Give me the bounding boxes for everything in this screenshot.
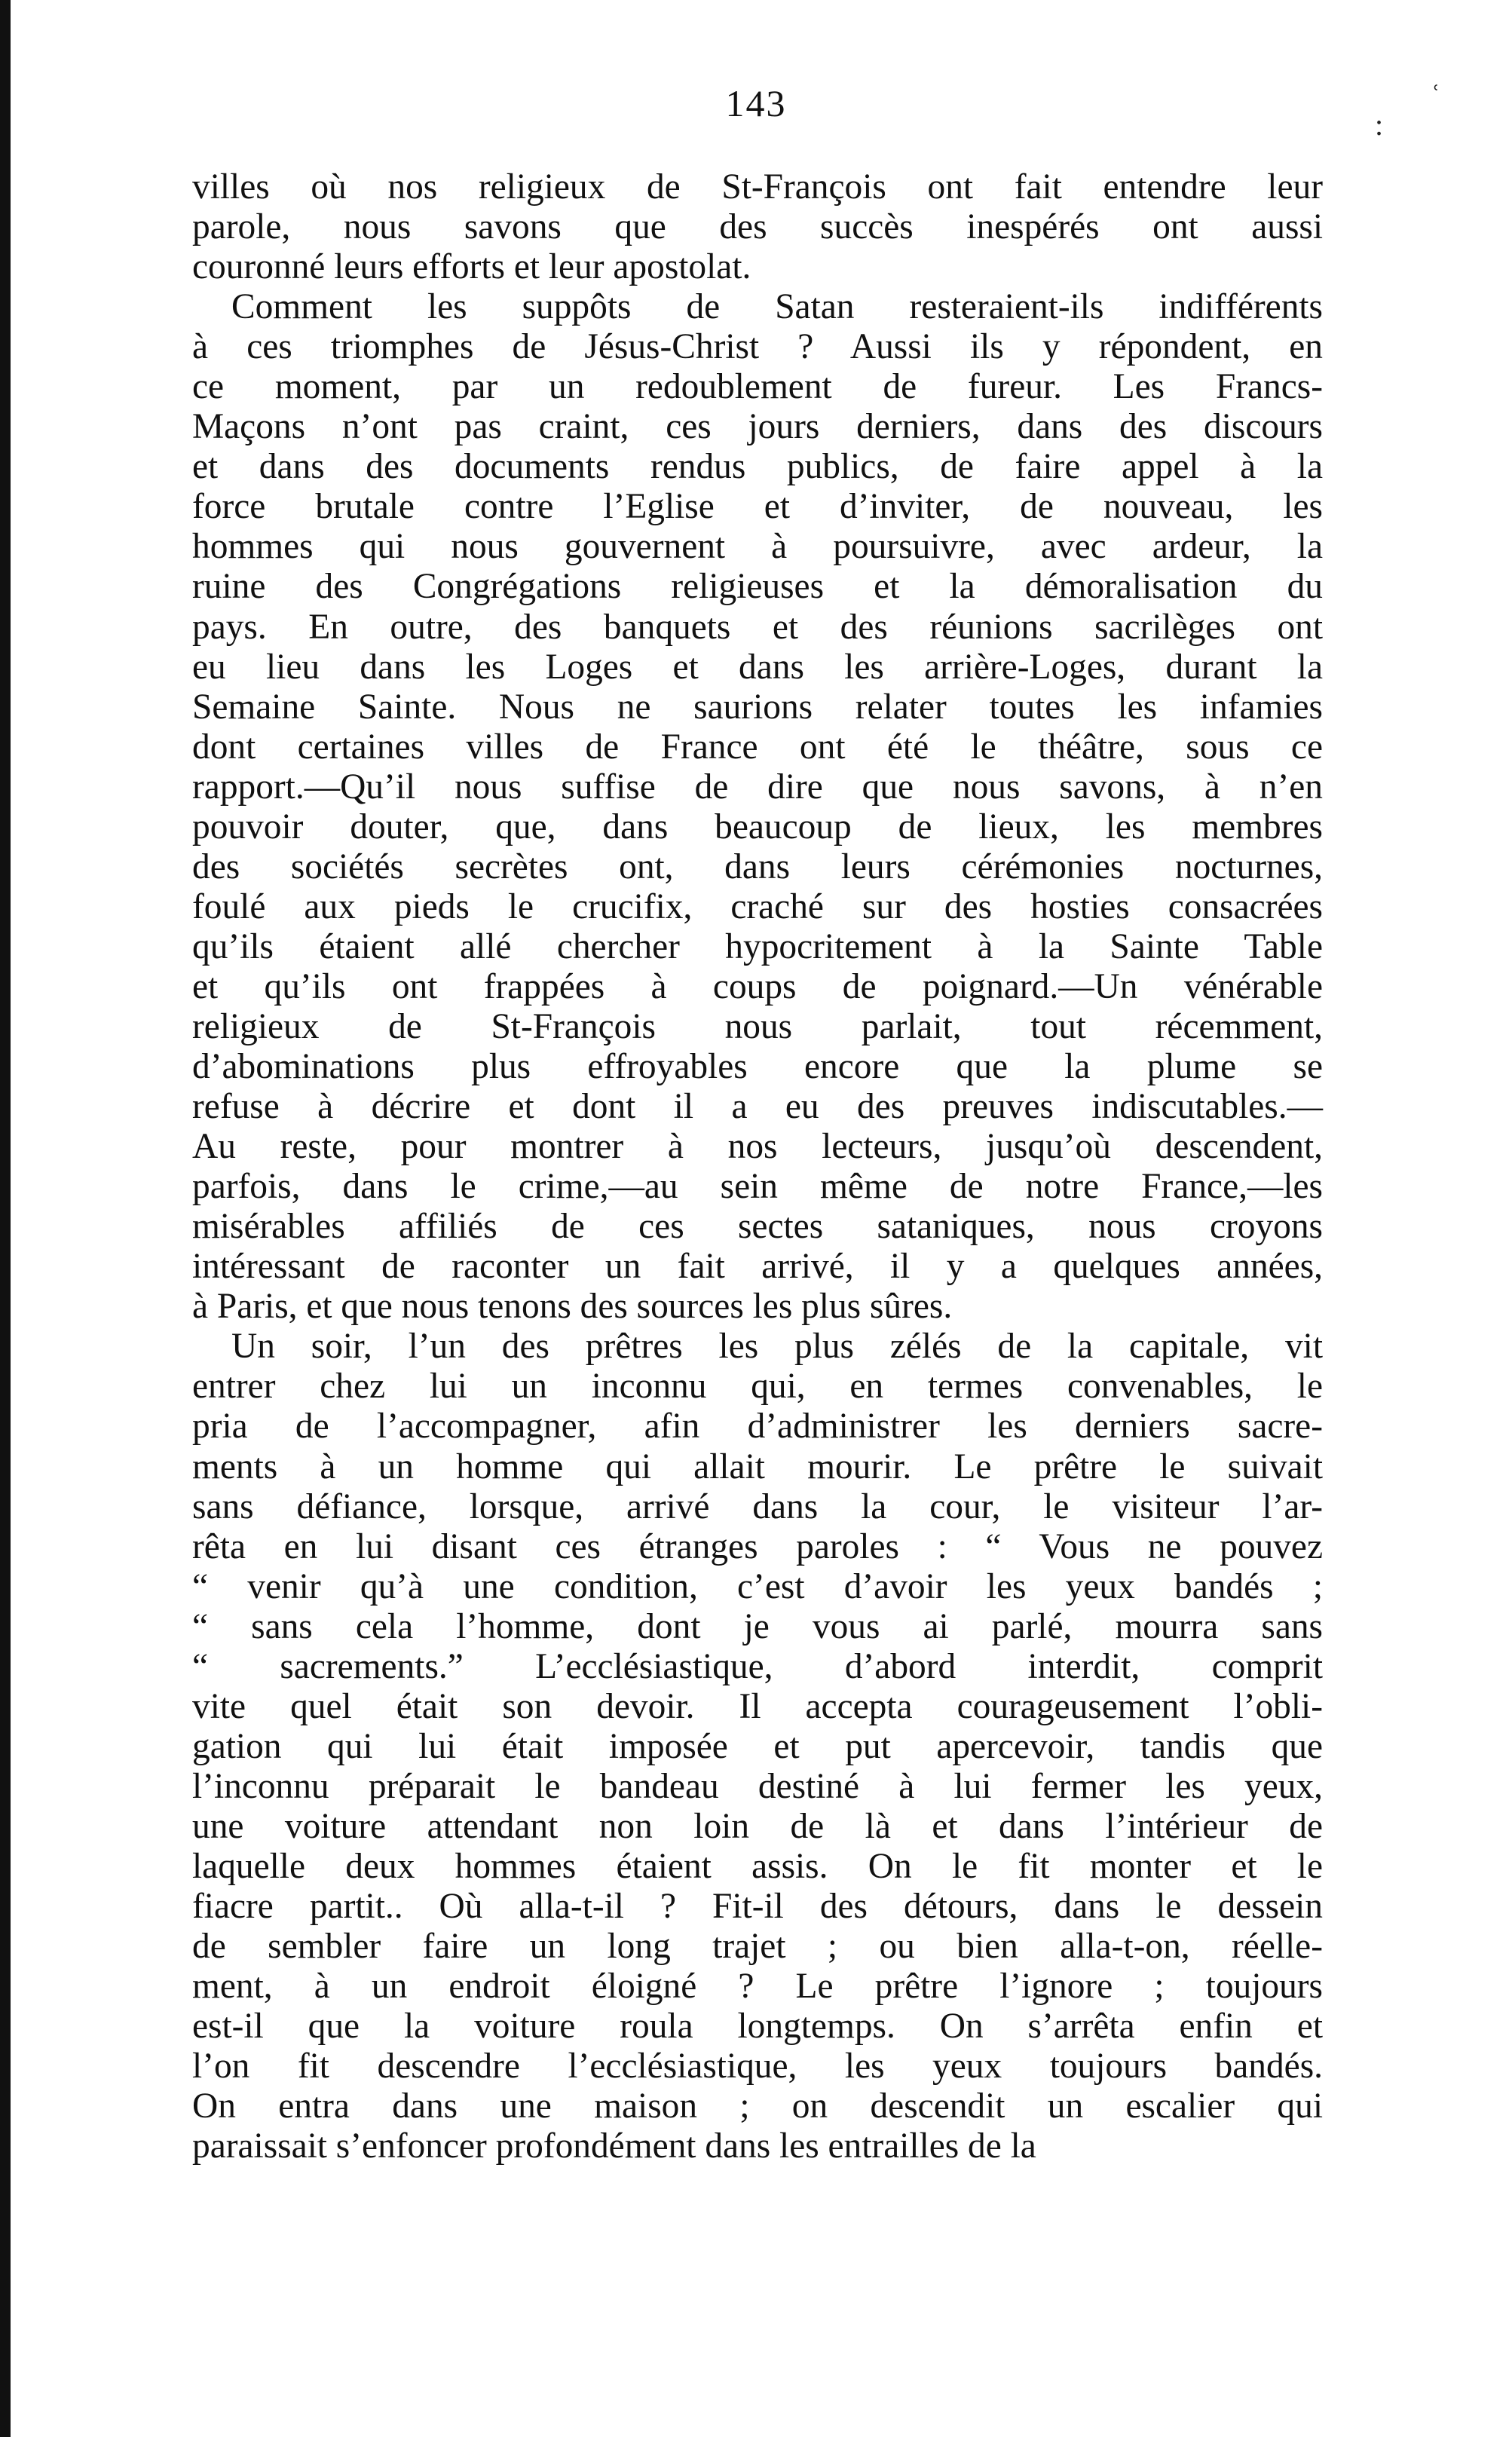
text-line: Un soir, l’un des prêtres les plus zélés de la capitale, vit — [231, 1327, 1323, 1367]
text-line: de sembler faire un long trajet ; ou bien alla-t-on, réelle- — [192, 1927, 1323, 1967]
body-text — [192, 167, 1323, 2166]
text-line: à ces triomphes de Jésus-Christ ? Aussi ils y répondent, en — [192, 327, 1323, 367]
text-line: pouvoir douter, que, dans beaucoup de lieux, les membres — [192, 807, 1323, 847]
text-line: pria de l’accompagner, afin d’administrer les derniers sacre- — [192, 1407, 1323, 1447]
text-line: et qu’ils ont frappées à coups de poignard.—Un vénérable — [192, 966, 1323, 1006]
text-line: parole, nous savons que des succès inespérés ont aussi — [192, 207, 1323, 247]
stray-mark-top-right: ʿ — [1431, 79, 1441, 113]
text-line: rapport.—Qu’il nous suffise de dire que nous savons, à n’en — [192, 767, 1323, 807]
scan-edge — [0, 0, 11, 2437]
stray-mark-colon: : — [1375, 108, 1384, 142]
text-line: Au reste, pour montrer à nos lecteurs, jusqu’où descendent, — [192, 1127, 1323, 1167]
text-line: misérables affiliés de ces sectes sataniques, nous croyons — [192, 1207, 1323, 1247]
text-line: “ sans cela l’homme, dont je vous ai parlé, mourra sans — [192, 1606, 1323, 1646]
text-line: laquelle deux hommes étaient assis. On le fit monter et le — [192, 1846, 1323, 1886]
text-line: est-il que la voiture roula longtemps. On s’arrêta enfin et — [192, 2007, 1323, 2047]
text-line: des sociétés secrètes ont, dans leurs cérémonies nocturnes, — [192, 847, 1323, 886]
text-line: rêta en lui disant ces étranges paroles : “ Vous ne pouvez — [192, 1526, 1323, 1566]
page-number: 143 — [725, 82, 787, 124]
text-line: Semaine Sainte. Nous ne saurions relater toutes les infamies — [192, 687, 1323, 727]
text-line: On entra dans une maison ; on descendit un escalier qui — [192, 2086, 1323, 2126]
text-line: entrer chez lui un inconnu qui, en termes convenables, le — [192, 1367, 1323, 1407]
text-line: “ venir qu’à une condition, c’est d’avoir les yeux bandés ; — [192, 1566, 1323, 1606]
text-line: dont certaines villes de France ont été le théâtre, sous ce — [192, 727, 1323, 767]
text-line: ments à un homme qui allait mourir. Le prêtre le suivait — [192, 1447, 1323, 1486]
text-line: Maçons n’ont pas craint, ces jours derniers, dans des discours — [192, 407, 1323, 447]
text-line: paraissait s’enfoncer profondément dans les entrailles de la — [192, 2126, 1036, 2166]
text-line: force brutale contre l’Eglise et d’inviter, de nouveau, les — [192, 487, 1323, 527]
text-line: ce moment, par un redoublement de fureur. Les Francs- — [192, 367, 1323, 407]
text-line: l’inconnu préparait le bandeau destiné à lui fermer les yeux, — [192, 1766, 1323, 1806]
text-line: villes où nos religieux de St-François ont fait entendre leur — [192, 167, 1323, 207]
text-line: l’on fit descendre l’ecclésiastique, les yeux toujours bandés. — [192, 2047, 1323, 2086]
text-line: qu’ils étaient allé chercher hypocritement à la Sainte Table — [192, 926, 1323, 966]
text-line: d’abominations plus effroyables encore que la plume se — [192, 1047, 1323, 1087]
text-line: intéressant de raconter un fait arrivé, il y a quelques années, — [192, 1247, 1323, 1287]
text-line: religieux de St-François nous parlait, tout récemment, — [192, 1006, 1323, 1046]
text-line: “ sacrements.” L’ecclésiastique, d’abord interdit, comprit — [192, 1646, 1323, 1686]
text-line: une voiture attendant non loin de là et dans l’intérieur de — [192, 1806, 1323, 1846]
text-line: pays. En outre, des banquets et des réunions sacrilèges ont — [192, 607, 1323, 647]
text-line: gation qui lui était imposée et put apercevoir, tandis que — [192, 1726, 1323, 1766]
text-line: et dans des documents rendus publics, de faire appel à la — [192, 447, 1323, 487]
text-line: refuse à décrire et dont il a eu des preuves indiscutables.— — [192, 1087, 1323, 1127]
text-line: parfois, dans le crime,—au sein même de notre France,—les — [192, 1167, 1323, 1207]
text-line: ment, à un endroit éloigné ? Le prêtre l’ignore ; toujours — [192, 1967, 1323, 2007]
text-line: couronné leurs efforts et leur apostolat. — [192, 247, 751, 287]
text-line: sans défiance, lorsque, arrivé dans la cour, le visiteur l’ar- — [192, 1486, 1323, 1526]
text-line: vite quel était son devoir. Il accepta courageusement l’obli- — [192, 1686, 1323, 1726]
text-line: Comment les suppôts de Satan resteraient-ils indifférents — [231, 287, 1323, 327]
text-line: à Paris, et que nous tenons des sources les plus sûres. — [192, 1287, 953, 1327]
text-line: hommes qui nous gouvernent à poursuivre, avec ardeur, la — [192, 527, 1323, 567]
text-line: ruine des Congrégations religieuses et la démoralisation du — [192, 567, 1323, 607]
text-line: eu lieu dans les Loges et dans les arrière-Loges, durant la — [192, 647, 1323, 687]
text-line: foulé aux pieds le crucifix, craché sur des hosties consacrées — [192, 886, 1323, 926]
text-line: fiacre partit.. Où alla-t-il ? Fit-il des détours, dans le dessein — [192, 1887, 1323, 1927]
